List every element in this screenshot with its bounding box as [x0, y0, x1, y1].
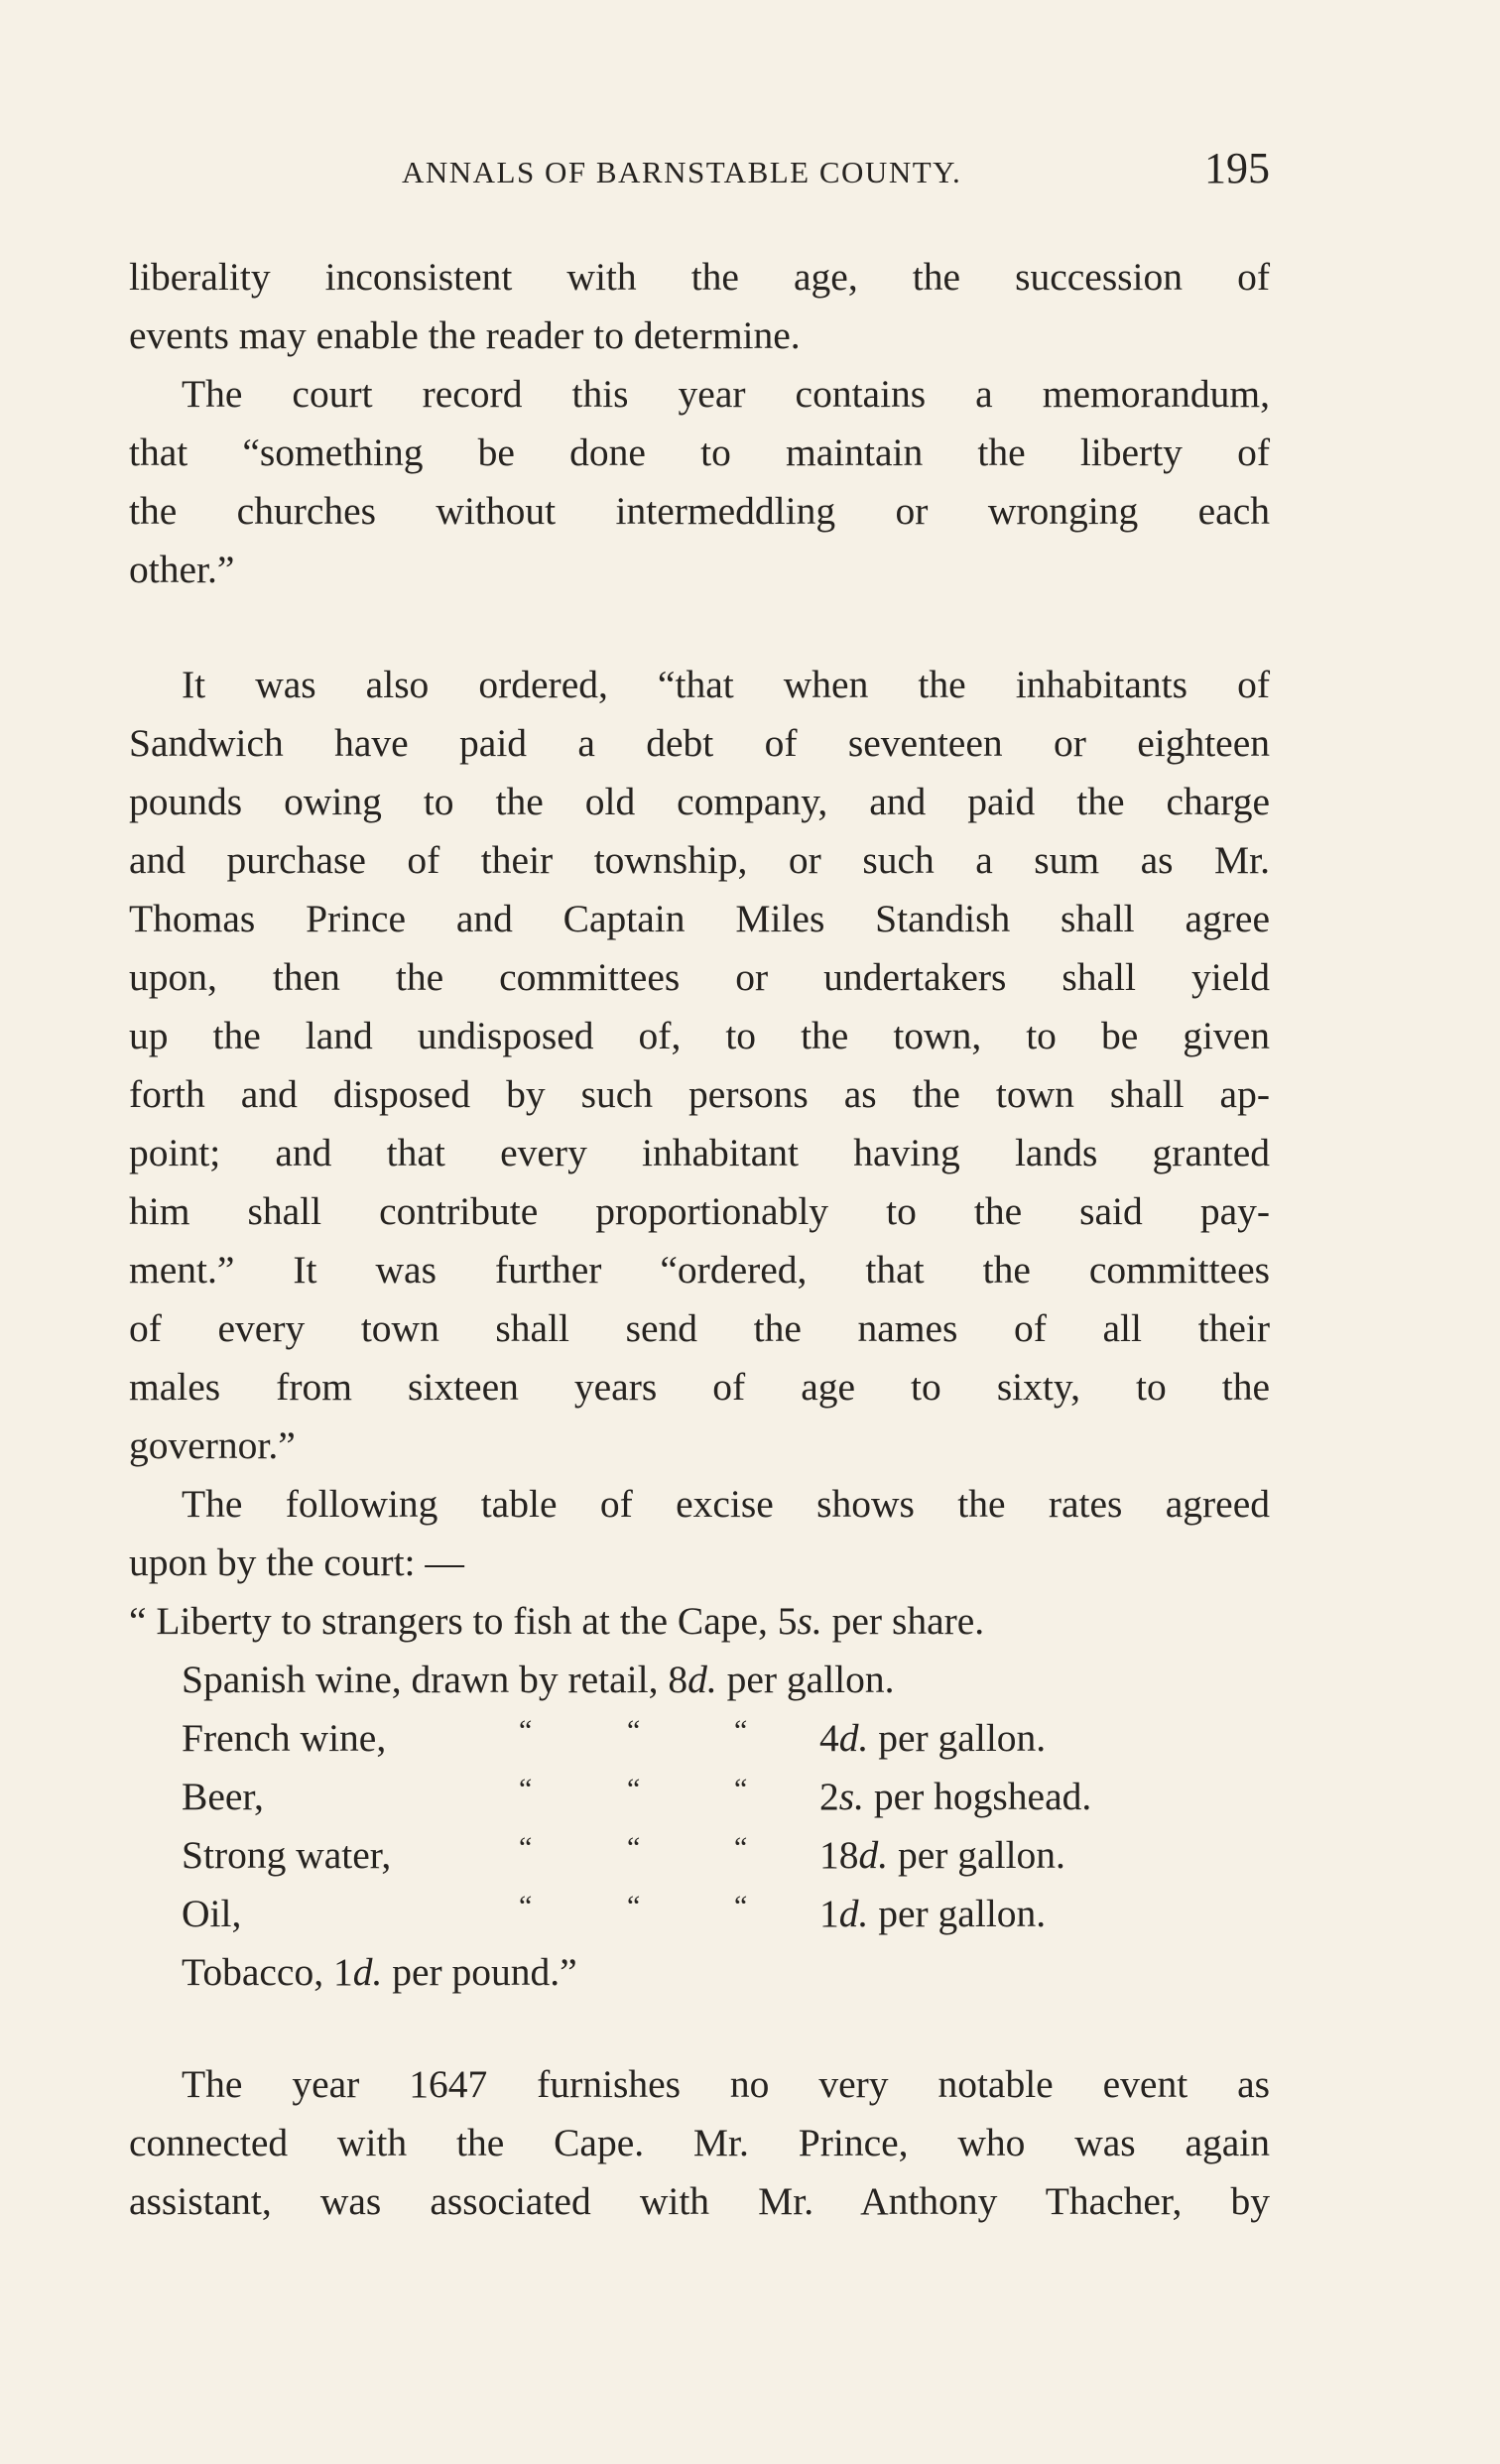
excise-opening-text: “ Liberty to strangers to fish at the Cape, 5s. per share.: [129, 1599, 985, 1643]
text-line: and purchase of their township, or such a sum as Mr.: [129, 838, 1270, 882]
text-line: connected with the Cape. Mr. Prince, who was again: [129, 2121, 1270, 2164]
excise-item: Beer,: [182, 1775, 264, 1818]
text-line: assistant, was associated with Mr. Anthony Thacher, by: [129, 2179, 1270, 2223]
excise-table: [129, 1592, 1270, 2002]
ditto-mark: “: [734, 1831, 748, 1864]
text-line: males from sixteen years of age to sixty, to the: [129, 1365, 1270, 1409]
excise-opening-line: [129, 1592, 1270, 1651]
text-line: events may enable the reader to determine.: [129, 313, 801, 357]
text-line: him shall contribute proportionably to the said pay-: [129, 1189, 1270, 1233]
text-line: that “something be done to maintain the liberty of: [129, 431, 1270, 474]
text-line: pounds owing to the old company, and paid the charge: [129, 780, 1270, 823]
excise-row: [129, 1709, 1270, 1768]
text-line: the churches without intermeddling or wronging each: [129, 489, 1270, 533]
paragraph-block-orders: [129, 656, 1270, 1592]
excise-rate: 4d. per gallon.: [819, 1716, 1047, 1760]
ditto-mark: “: [734, 1890, 748, 1922]
text-line: forth and disposed by such persons as the town shall ap-: [129, 1072, 1270, 1116]
ditto-mark: “: [519, 1831, 533, 1864]
text-line: The year 1647 furnishes no very notable event as: [182, 2062, 1270, 2106]
ditto-mark: “: [627, 1890, 641, 1922]
text-line: up the land undisposed of, to the town, to be given: [129, 1014, 1270, 1057]
text-line: ment.” It was further “ordered, that the committees: [129, 1248, 1270, 1292]
text-line: upon by the court: —: [129, 1540, 464, 1584]
running-head: [129, 144, 1270, 196]
excise-closing-text: Tobacco, 1d. per pound.”: [182, 1950, 577, 1994]
paragraph-block-1647: [129, 2055, 1270, 2231]
excise-rate: 18d. per gallon.: [819, 1833, 1065, 1877]
text-line: governor.”: [129, 1423, 296, 1467]
excise-row: [129, 1768, 1270, 1826]
text-line: liberality inconsistent with the age, the succession of: [129, 255, 1270, 299]
ditto-mark: “: [519, 1773, 533, 1805]
excise-closing-line: [129, 1943, 1270, 2002]
text-line: other.”: [129, 548, 235, 591]
excise-item: Strong water,: [182, 1833, 392, 1877]
text-line: The following table of excise shows the rates agreed: [182, 1482, 1270, 1526]
text-line: It was also ordered, “that when the inhabitants of: [182, 663, 1270, 706]
text-line: Sandwich have paid a debt of seventeen or eighteen: [129, 721, 1270, 765]
ditto-mark: “: [627, 1831, 641, 1864]
text-line: Thomas Prince and Captain Miles Standish shall agree: [129, 897, 1270, 940]
excise-spanish-wine-line: [129, 1651, 1270, 1709]
excise-item: French wine,: [182, 1716, 387, 1760]
excise-row: [129, 1885, 1270, 1943]
ditto-mark: “: [627, 1714, 641, 1747]
paragraph-block-liberality: [129, 248, 1270, 599]
running-title: ANNALS OF BARNSTABLE COUNTY.: [402, 155, 962, 189]
ditto-mark: “: [519, 1714, 533, 1747]
page-number: 195: [1204, 144, 1270, 192]
excise-rate: 2s. per hogshead.: [819, 1775, 1092, 1818]
text-line: of every town shall send the names of all their: [129, 1306, 1270, 1350]
text-line: point; and that every inhabitant having lands granted: [129, 1131, 1270, 1174]
text-line: upon, then the committees or undertakers shall yield: [129, 955, 1270, 999]
excise-row: [129, 1826, 1270, 1885]
excise-spanish-wine-text: Spanish wine, drawn by retail, 8d. per gallon.: [182, 1658, 895, 1701]
ditto-mark: “: [734, 1714, 748, 1747]
excise-rate: 1d. per gallon.: [819, 1892, 1047, 1935]
ditto-mark: “: [519, 1890, 533, 1922]
text-line: The court record this year contains a memorandum,: [182, 372, 1270, 416]
ditto-mark: “: [627, 1773, 641, 1805]
excise-item: Oil,: [182, 1892, 242, 1935]
ditto-mark: “: [734, 1773, 748, 1805]
